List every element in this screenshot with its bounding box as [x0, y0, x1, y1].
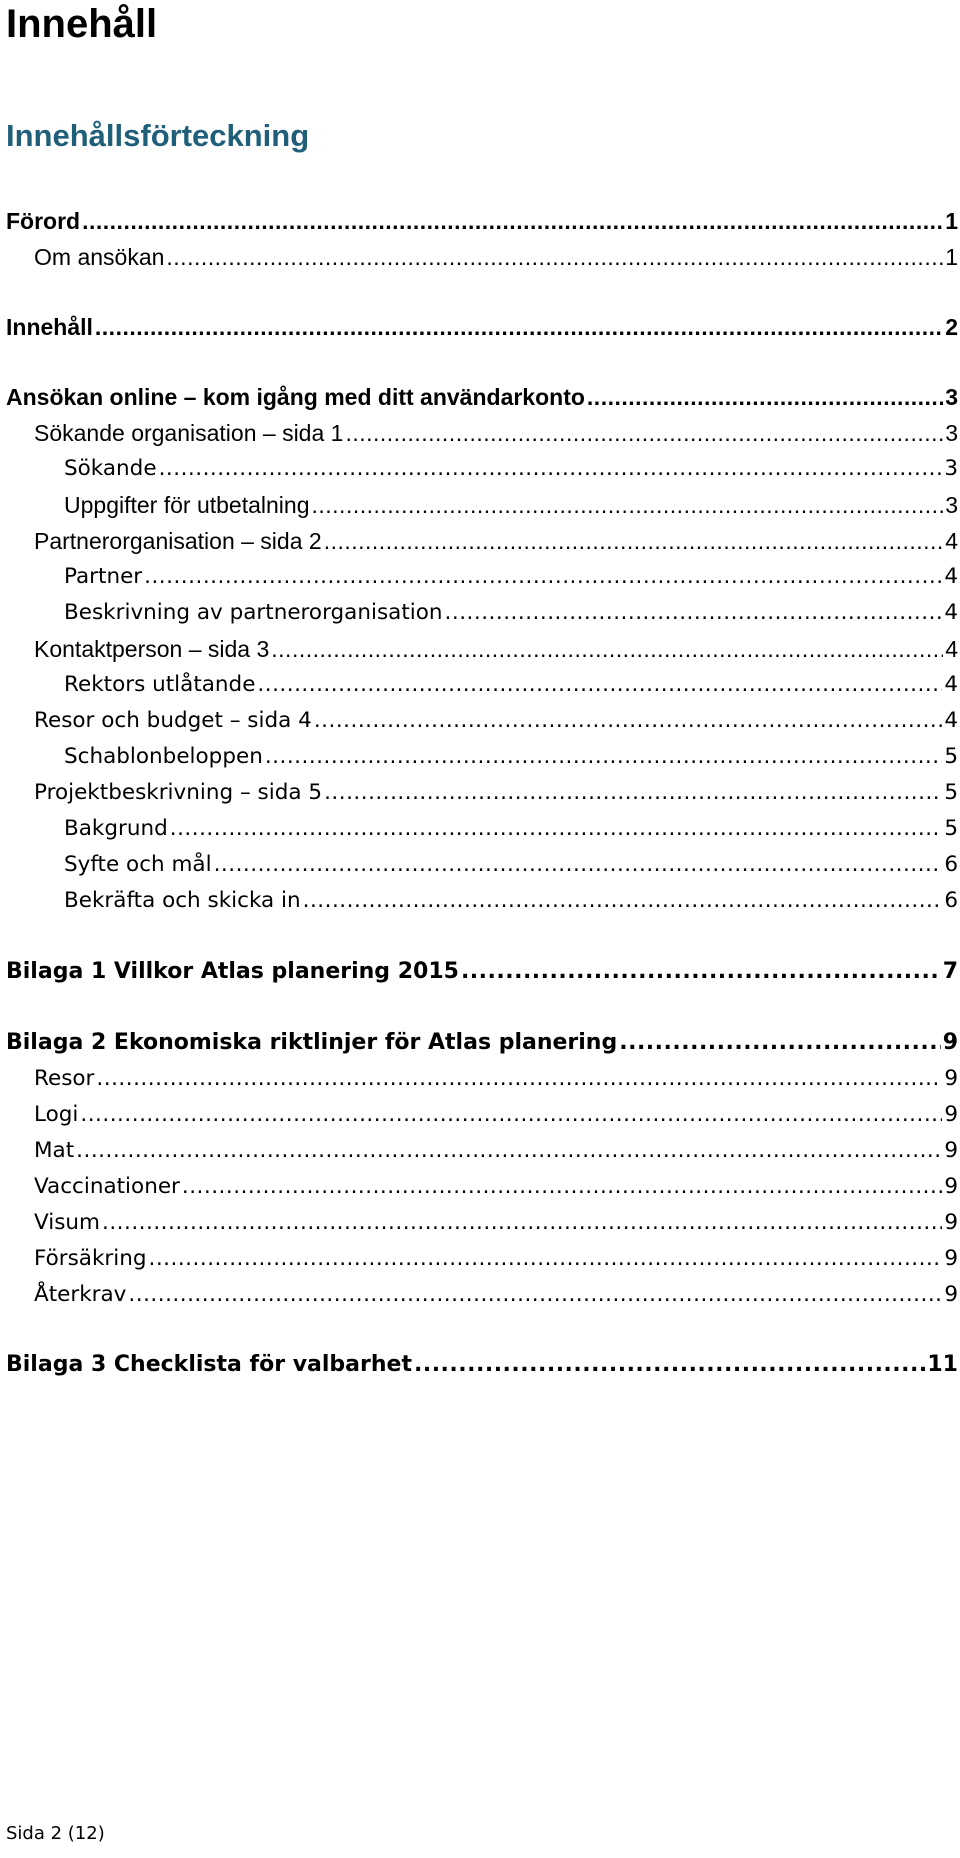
toc-entry-page-number: 4	[944, 708, 958, 733]
toc-heading: Innehållsförteckning	[6, 118, 310, 153]
toc-entry[interactable]	[6, 740, 958, 774]
toc-dot-leader	[312, 488, 944, 522]
toc-entry-title: Sökande	[64, 456, 157, 481]
toc-entry-title: Uppgifter för utbetalning	[64, 492, 310, 518]
toc-entry-page-number: 4	[944, 600, 958, 625]
toc-entry-page-number: 6	[944, 888, 958, 913]
toc-dot-leader	[314, 704, 942, 738]
toc-dot-leader	[95, 310, 943, 344]
toc-entry[interactable]	[6, 955, 958, 989]
toc-entry[interactable]	[6, 1170, 958, 1204]
toc-dot-leader	[345, 416, 943, 450]
toc-entry-page-number: 3	[945, 420, 958, 446]
toc-entry-title: Förord	[6, 208, 81, 234]
toc-dot-leader	[102, 1206, 942, 1240]
toc-entry-title: Visum	[34, 1210, 100, 1235]
toc-dot-leader	[257, 668, 942, 702]
toc-entry[interactable]	[6, 812, 958, 846]
toc-dot-leader	[324, 776, 942, 810]
toc-entry[interactable]	[6, 310, 958, 344]
toc-entry-page-number: 3	[945, 492, 958, 518]
toc-entry[interactable]	[6, 204, 958, 238]
toc-dot-leader	[182, 1170, 942, 1204]
toc-entry-page-number: 5	[944, 744, 958, 769]
toc-entry[interactable]	[6, 240, 958, 274]
toc-entry-page-number: 4	[945, 636, 958, 662]
toc-entry[interactable]	[6, 596, 958, 630]
toc-entry-title: Bilaga 1 Villkor Atlas planering 2015	[6, 959, 459, 984]
toc-dot-leader	[128, 1278, 942, 1312]
toc-entry-page-number: 5	[944, 780, 958, 805]
toc-entry-title: Sökande organisation – sida 1	[34, 420, 344, 446]
toc-dot-leader	[170, 812, 943, 846]
toc-entry-title: Om ansökan	[34, 244, 165, 270]
toc-entry-title: Innehåll	[6, 314, 93, 340]
toc-entry[interactable]	[6, 1242, 958, 1276]
toc-entry[interactable]	[6, 704, 958, 738]
toc-dot-leader	[271, 632, 943, 666]
toc-entry[interactable]	[6, 1278, 958, 1312]
toc-entry-page-number: 5	[944, 816, 958, 841]
toc-entry-title: Bekräfta och skicka in	[64, 888, 301, 913]
toc-dot-leader	[587, 380, 943, 414]
toc-entry-page-number: 9	[944, 1138, 958, 1163]
toc-entry-page-number: 3	[944, 456, 958, 481]
toc-entry-page-number: 11	[927, 1352, 958, 1377]
toc-entry-title: Kontaktperson – sida 3	[34, 636, 270, 662]
page-title: Innehåll	[6, 2, 158, 46]
page-footer: Sida 2 (12)	[6, 1823, 105, 1844]
toc-entry[interactable]	[6, 488, 958, 522]
toc-entry-page-number: 9	[944, 1066, 958, 1091]
toc-entry-title: Partnerorganisation – sida 2	[34, 528, 322, 554]
toc-entry-page-number: 1	[945, 208, 958, 234]
toc-entry-page-number: 3	[945, 384, 958, 410]
toc-entry-title: Vaccinationer	[34, 1174, 180, 1199]
toc-entry-title: Logi	[34, 1102, 79, 1127]
toc-dot-leader	[80, 1098, 942, 1132]
toc-dot-leader	[414, 1348, 925, 1382]
toc-entry-title: Syfte och mål	[64, 852, 212, 877]
toc-entry-page-number: 4	[944, 564, 958, 589]
toc-entry-page-number: 2	[945, 314, 958, 340]
toc-entry-title: Rektors utlåtande	[64, 672, 256, 697]
toc-entry-title: Återkrav	[34, 1282, 127, 1307]
toc-entry-page-number: 9	[944, 1282, 958, 1307]
toc-entry-page-number: 9	[944, 1174, 958, 1199]
toc-entry[interactable]	[6, 524, 958, 558]
toc-dot-leader	[96, 1062, 942, 1096]
toc-entry-title: Partner	[64, 564, 143, 589]
toc-dot-leader	[214, 848, 943, 882]
toc-dot-leader	[265, 740, 942, 774]
toc-entry[interactable]	[6, 416, 958, 450]
toc-dot-leader	[619, 1026, 940, 1060]
toc-entry[interactable]	[6, 848, 958, 882]
toc-entry-title: Ansökan online – kom igång med ditt användarkonto	[6, 384, 585, 410]
toc-entry-page-number: 4	[945, 528, 958, 554]
toc-entry[interactable]	[6, 1348, 958, 1382]
toc-entry-title: Bakgrund	[64, 816, 168, 841]
toc-entry[interactable]	[6, 884, 958, 918]
toc-entry-page-number: 6	[944, 852, 958, 877]
toc-entry-page-number: 9	[942, 1030, 958, 1055]
toc-dot-leader	[166, 240, 943, 274]
toc-entry-title: Bilaga 3 Checklista för valbarhet	[6, 1352, 412, 1377]
toc-entry-title: Schablonbeloppen	[64, 744, 263, 769]
toc-entry[interactable]	[6, 1026, 958, 1060]
toc-entry-page-number: 1	[945, 244, 958, 270]
toc-entry-title: Projektbeskrivning – sida 5	[34, 780, 323, 805]
toc-dot-leader	[82, 204, 943, 238]
toc-entry-title: Beskrivning av partnerorganisation	[64, 600, 443, 625]
toc-entry[interactable]	[6, 1062, 958, 1096]
toc-dot-leader	[144, 560, 942, 594]
toc-entry[interactable]	[6, 560, 958, 594]
toc-entry[interactable]	[6, 1098, 958, 1132]
toc-entry-title: Resor och budget – sida 4	[34, 708, 312, 733]
toc-entry-title: Bilaga 2 Ekonomiska riktlinjer för Atlas planering	[6, 1030, 618, 1055]
toc-entry-title: Försäkring	[34, 1246, 147, 1271]
toc-entry-page-number: 9	[944, 1246, 958, 1271]
toc-entry[interactable]	[6, 776, 958, 810]
toc-entry[interactable]	[6, 1134, 958, 1168]
toc-entry[interactable]	[6, 632, 958, 666]
toc-dot-leader	[149, 1242, 943, 1276]
toc-entry-page-number: 9	[944, 1102, 958, 1127]
toc-dot-leader	[461, 955, 941, 989]
toc-dot-leader	[159, 452, 943, 486]
toc-dot-leader	[303, 884, 943, 918]
toc-entry-page-number: 9	[944, 1210, 958, 1235]
toc-entry-page-number: 4	[944, 672, 958, 697]
toc-entry-page-number: 7	[942, 959, 958, 984]
toc-entry[interactable]	[6, 668, 958, 702]
toc-entry[interactable]	[6, 380, 958, 414]
toc-dot-leader	[76, 1134, 942, 1168]
toc-dot-leader	[324, 524, 944, 558]
toc-entry-title: Mat	[34, 1138, 75, 1163]
toc-dot-leader	[445, 596, 943, 630]
toc-entry-title: Resor	[34, 1066, 95, 1091]
toc-entry[interactable]	[6, 1206, 958, 1240]
toc-entry[interactable]	[6, 452, 958, 486]
